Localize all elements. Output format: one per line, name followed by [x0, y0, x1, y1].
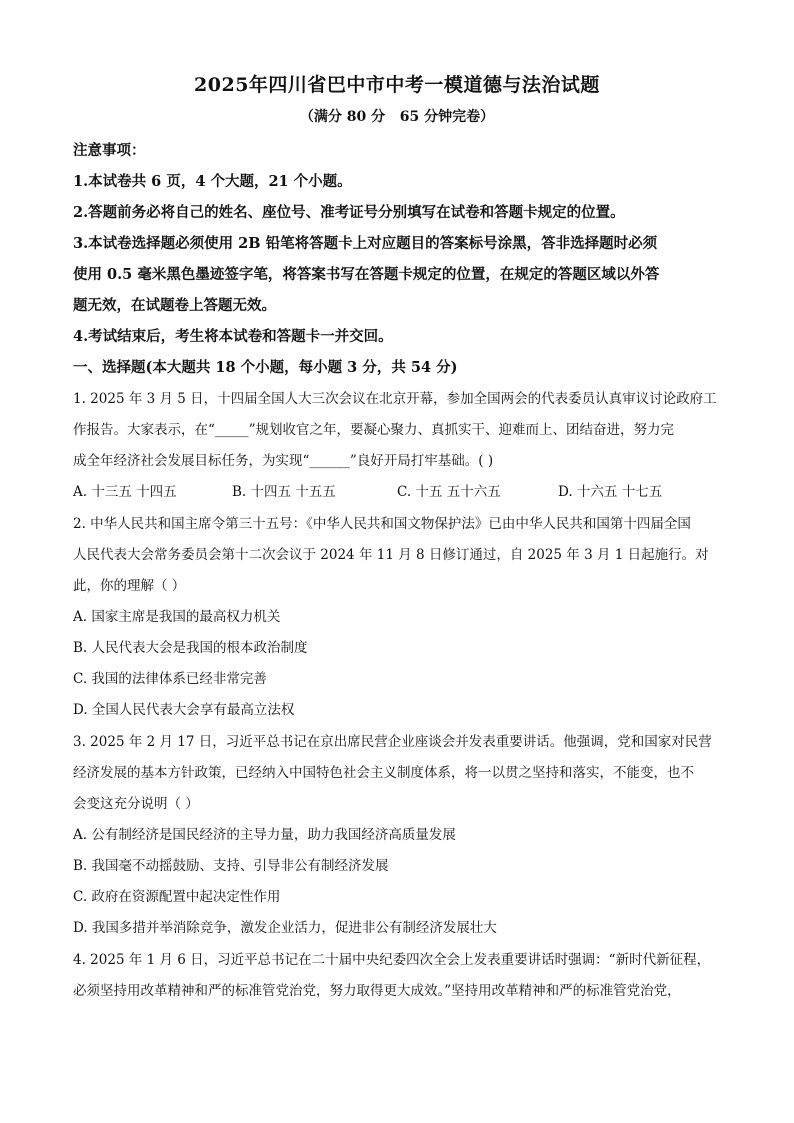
notice-heading: 注意事项： — [73, 142, 146, 159]
question-3-line: 3. 2025 年 2 月 17 日，习近平总书记在京出席民营企业座谈会并发表重要讲话。他强调，党和国家对民营 — [73, 734, 712, 750]
question-2-line: 此，你的理解（ ） — [73, 578, 186, 594]
page-subtitle: （满分 80 分 65 分钟完卷） — [299, 109, 495, 125]
option-a: A. 公有制经济是国民经济的主导力量，助力我国经济高质量发展 — [73, 827, 456, 843]
question-3-line: 会变这充分说明（ ） — [73, 796, 199, 812]
notice-line: 2.答题前务必将自己的姓名、座位号、准考证号分别填写在试卷和答题卡规定的位置。 — [73, 204, 625, 221]
question-1-line: 1. 2025 年 3 月 5 日，十四届全国人大三次会议在北京开幕，参加全国两会的代表委员认真审议讨论政府工 — [73, 391, 717, 407]
notice-line: 1.本试卷共 6 页，4 个大题，21 个小题。 — [73, 173, 352, 190]
question-4-line: 必须坚持用改革精神和严的标准管党治党，努力取得更大成效。”坚持用改革精神和严的标准管党治党， — [73, 983, 681, 999]
option-d: D. 十六五 十七五 — [558, 484, 663, 500]
option-d: D. 我国多措并举消除竞争，激发企业活力，促进非公有制经济发展壮大 — [73, 920, 497, 936]
option-c: C. 政府在资源配置中起决定性作用 — [73, 889, 281, 905]
notice-line: 题无效，在试题卷上答题无效。 — [73, 297, 276, 314]
notice-line: 4.考试结束后，考生将本试卷和答题卡一并交回。 — [73, 328, 393, 345]
section-heading: 一、选择题(本大题共 18 个小题，每小题 3 分，共 54 分) — [73, 359, 458, 376]
question-2-line: 人民代表大会常务委员会第十二次会议于 2024 年 11 月 8 日修订通过，自 2025 年 3 月 1 日起施行。对 — [73, 547, 709, 563]
option-c: C. 十五 五十六五 — [397, 484, 501, 500]
option-a: A. 十三五 十四五 — [73, 484, 177, 500]
question-4-line: 4. 2025 年 1 月 6 日，习近平总书记在二十届中央纪委四次全会上发表重要讲话时强调：“新时代新征程， — [73, 952, 711, 968]
option-b: B. 人民代表大会是我国的根本政治制度 — [73, 640, 308, 656]
option-a: A. 国家主席是我国的最高权力机关 — [73, 609, 281, 625]
option-b: B. 十四五 十五五 — [232, 484, 336, 500]
page-title: 2025年四川省巴中市中考一模道德与法治试题 — [194, 74, 600, 96]
question-1-line: 成全年经济社会发展目标任务，为实现“______”良好开局打牢基础。( ) — [73, 453, 494, 469]
question-3-line: 经济发展的基本方针政策，已经纳入中国特色社会主义制度体系，将一以贯之坚持和落实，不能变，也不 — [73, 765, 694, 781]
option-b: B. 我国毫不动摇鼓励、支持、引导非公有制经济发展 — [73, 858, 389, 874]
question-1-line: 作报告。大家表示，在“_____”规划收官之年，要凝心聚力、真抓实干、迎难而上、团结奋进，努力完 — [73, 422, 675, 438]
option-c: C. 我国的法律体系已经非常完善 — [73, 671, 267, 687]
option-d: D. 全国人民代表大会享有最高立法权 — [73, 702, 295, 718]
notice-line: 使用 0.5 毫米黑色墨迹签字笔，将答案书写在答题卡规定的位置，在规定的答题区域以外答 — [73, 266, 660, 283]
notice-line: 3.本试卷选择题必须使用 2B 铅笔将答题卡上对应题目的答案标号涂黑，答非选择题时必须 — [73, 235, 658, 252]
question-2-line: 2. 中华人民共和国主席令第三十五号：《中华人民共和国文物保护法》已由中华人民共和国第十四届全国 — [73, 516, 691, 532]
